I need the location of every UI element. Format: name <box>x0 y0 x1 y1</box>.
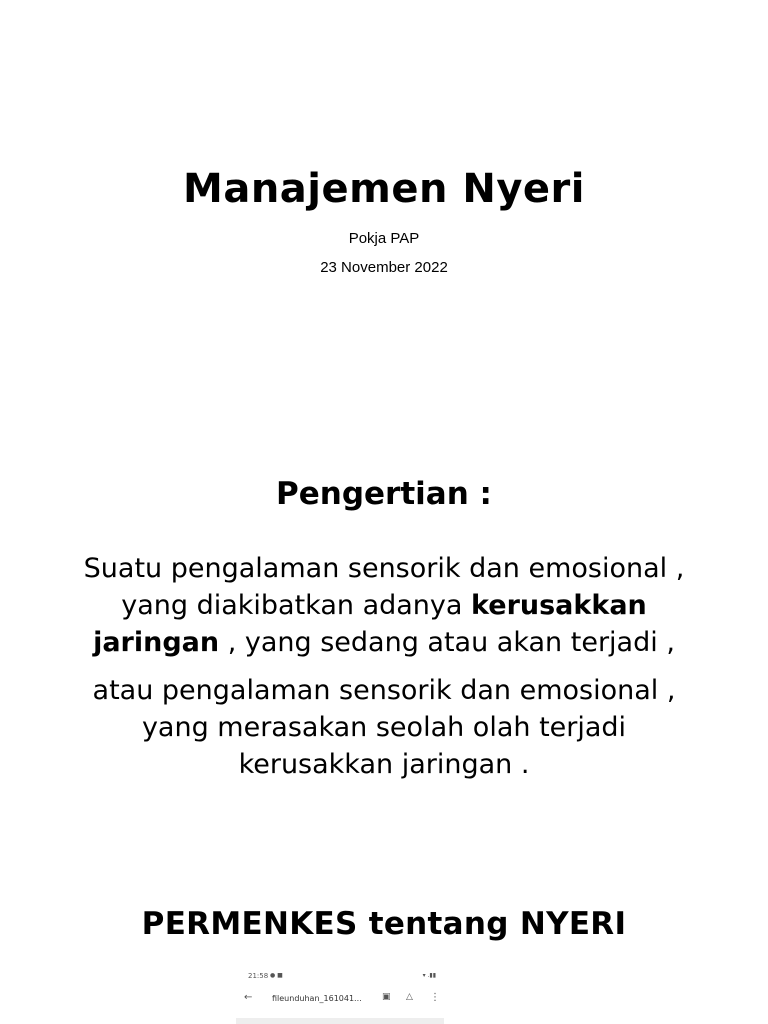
phone-status-time: 21:58 <box>248 972 269 980</box>
more-vertical-icon: ⋮ <box>430 992 440 1003</box>
drive-icon: △ <box>406 992 413 1002</box>
back-arrow-icon: ← <box>244 992 253 1003</box>
search-icon: ▣ <box>382 992 391 1002</box>
slide-1-title: Manajemen Nyeri <box>183 166 585 212</box>
slide-1-subtitle-date: 23 November 2022 <box>320 259 448 276</box>
slide-2-title: Pengertian : <box>276 476 492 512</box>
slide-permenkes <box>0 864 768 1024</box>
phone-app-bar <box>236 990 444 1010</box>
para2-line3: kerusakkan jaringan . <box>238 749 530 780</box>
embedded-phone-screenshot <box>236 968 444 1024</box>
para1-line2 <box>40 587 728 624</box>
definition-paragraph-1 <box>40 550 728 661</box>
notification-icons: ● ■ <box>270 972 283 979</box>
para2-line2: yang merasakan seolah olah terjadi <box>141 712 627 743</box>
phone-file-name: fileunduhan_161041... <box>272 994 362 1003</box>
definition-paragraph-2 <box>40 672 728 783</box>
para1-line3 <box>40 624 728 661</box>
para2-line1: atau pengalaman sensorik dan emosional , <box>92 675 676 706</box>
para1-line3-text: , yang sedang atau akan terjadi , <box>219 627 675 658</box>
para1-line1: Suatu pengalaman sensorik dan emosional , <box>83 553 685 584</box>
slide-1-subtitle-author: Pokja PAP <box>348 230 420 247</box>
slide-3-title: PERMENKES tentang NYERI <box>141 906 627 942</box>
slide-definition <box>0 384 768 864</box>
para1-line2-bold: kerusakkan <box>471 590 647 621</box>
para1-line2-text: yang diakibatkan adanya <box>121 590 472 621</box>
phone-divider <box>236 1018 444 1024</box>
phone-status-bar <box>236 972 444 984</box>
para1-line3-bold: jaringan <box>93 627 220 658</box>
slide-title <box>0 0 768 384</box>
signal-wifi-battery-icon: ▾ .▮▮ <box>422 972 436 979</box>
